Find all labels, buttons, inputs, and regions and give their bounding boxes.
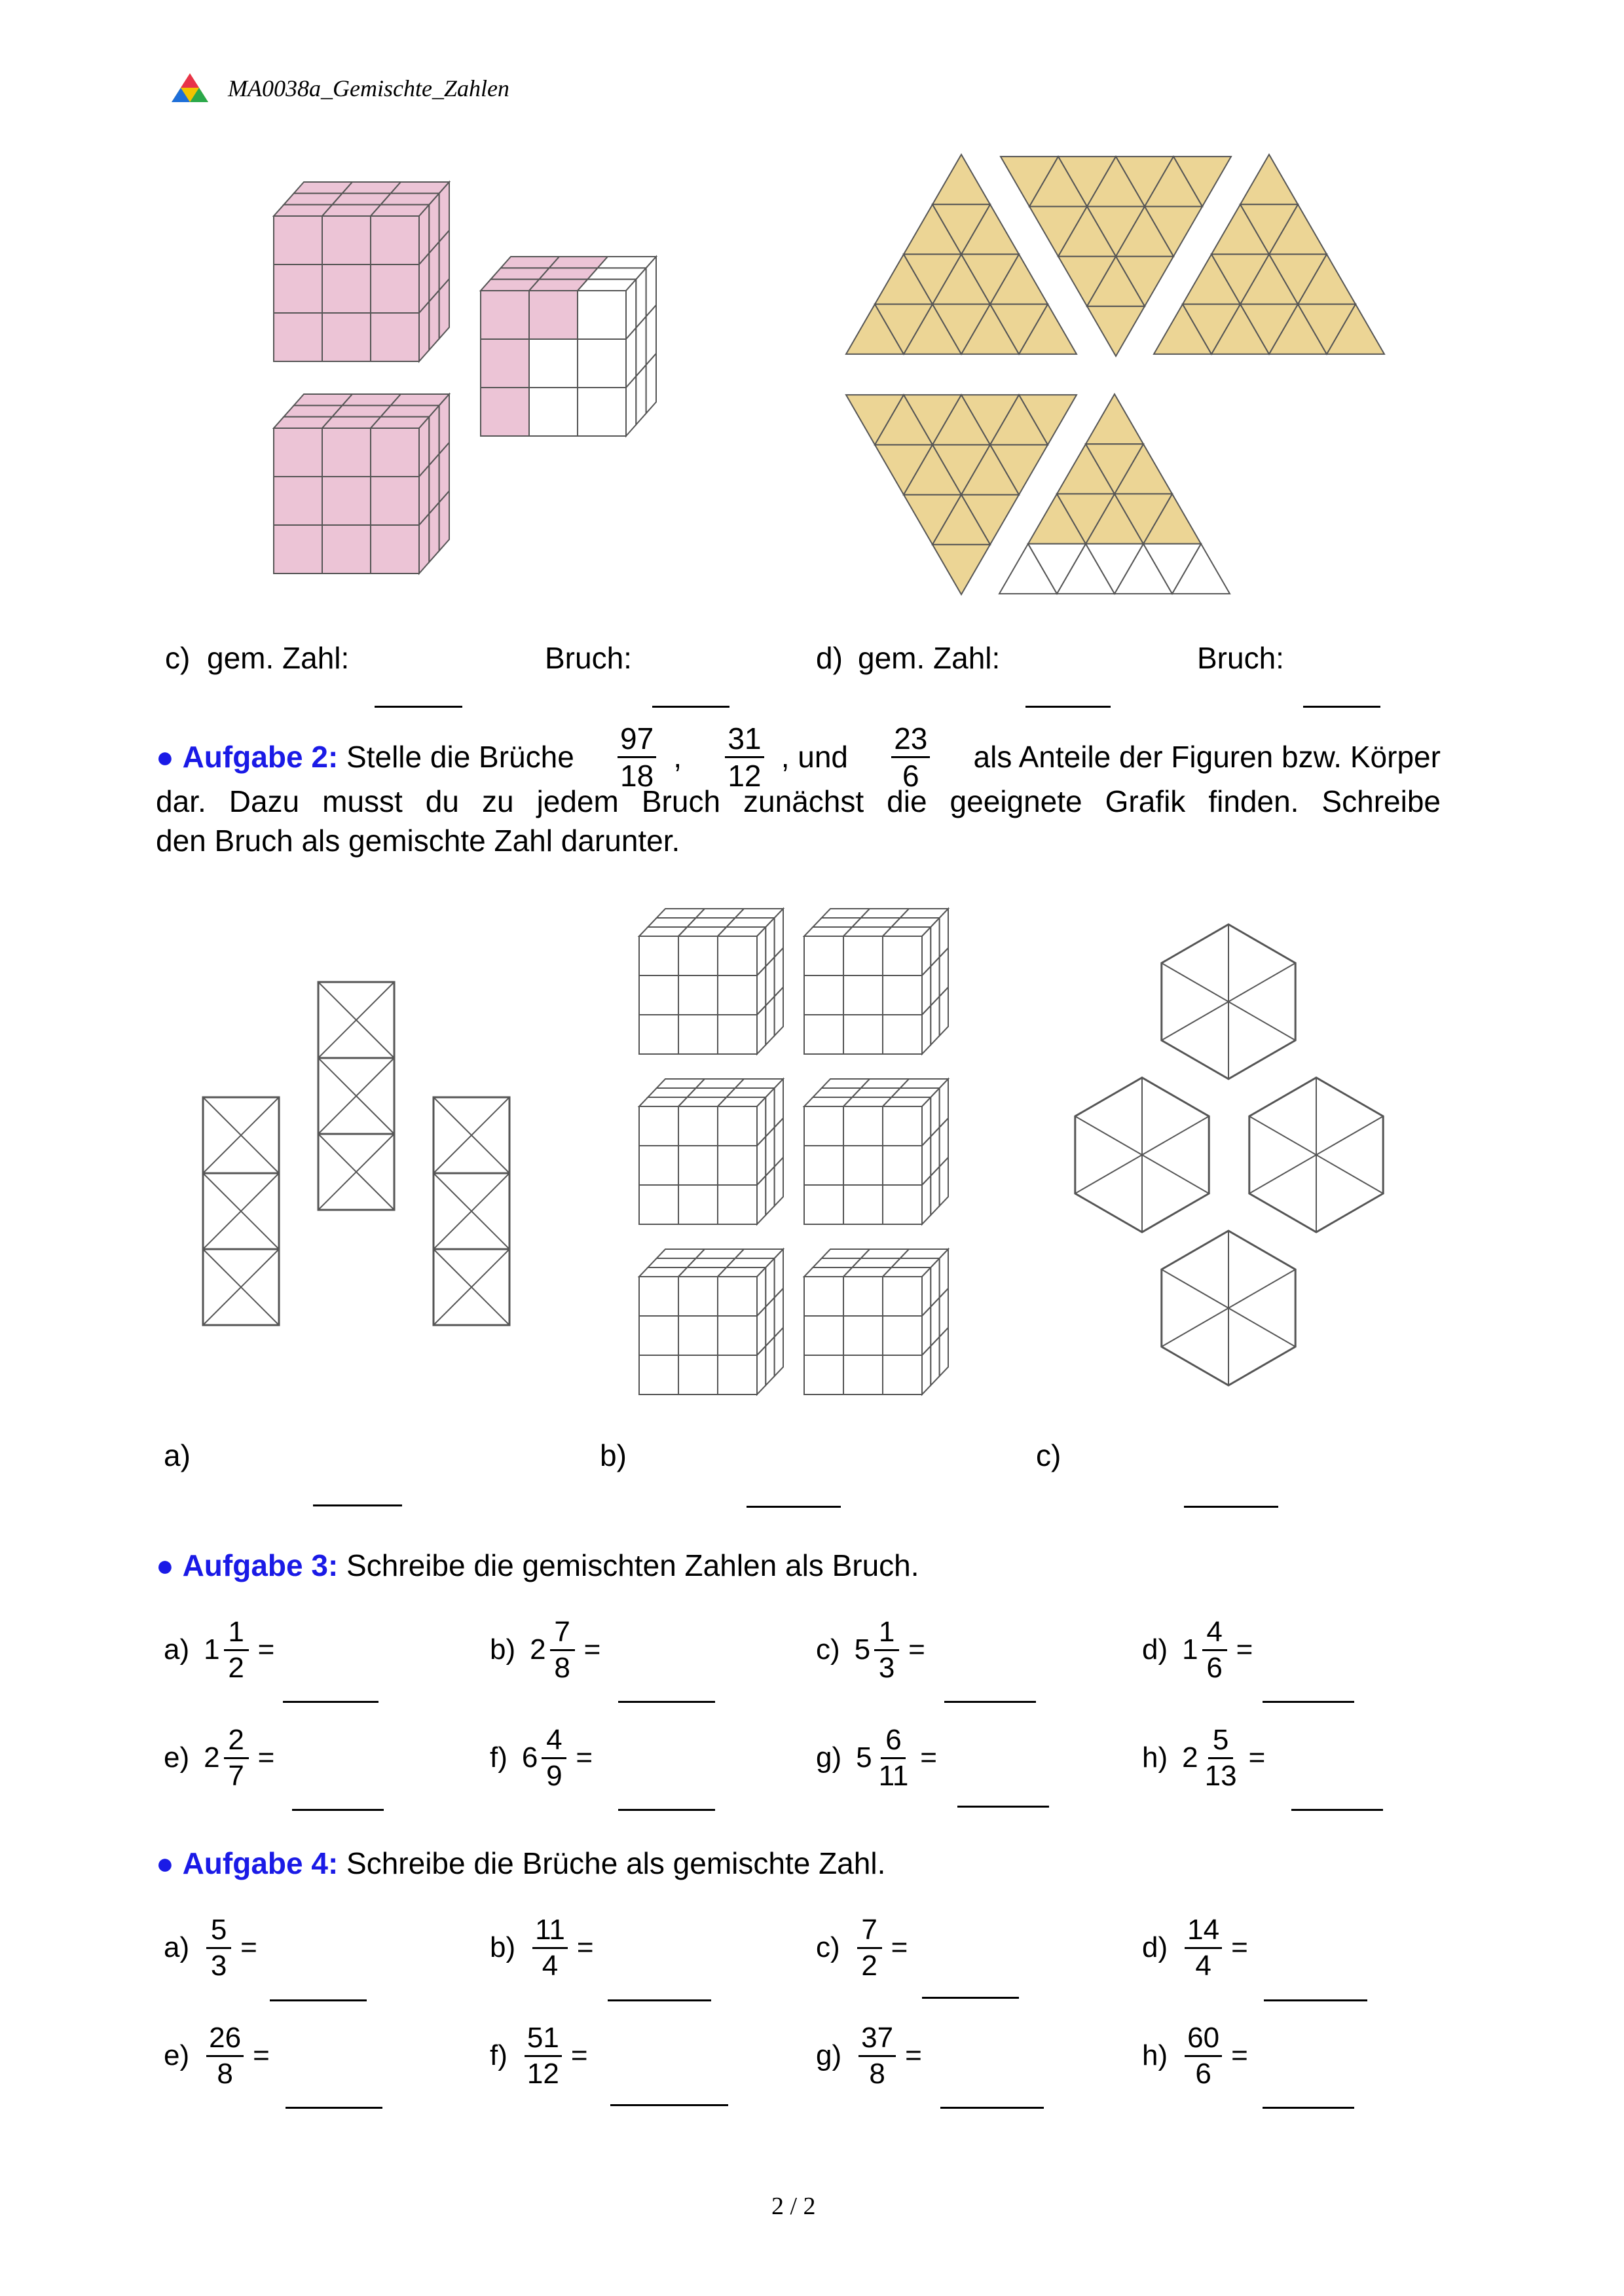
cube-front-cell — [639, 1185, 678, 1224]
denominator: 6 — [1195, 2057, 1211, 2090]
whole-number: 6 — [521, 1741, 538, 1774]
equals-sign: = — [1231, 2039, 1248, 2071]
numerator: 5 — [206, 1916, 231, 1949]
task2-fraction-3: $\frac{23}{6}$ — [891, 723, 930, 791]
task1-d-label: d) — [816, 641, 843, 675]
numerator: 5 — [1208, 1726, 1233, 1759]
task2-c-answer-line[interactable] — [1184, 1506, 1278, 1508]
cube-front-cell — [883, 1015, 922, 1054]
task3-item-d — [1142, 1607, 1253, 1692]
whole-number: 5 — [856, 1741, 872, 1774]
empty-cube-3 — [639, 1079, 783, 1224]
hexagon-4 — [1162, 1231, 1295, 1385]
item-label: d) — [1142, 1633, 1168, 1666]
item-label: a) — [164, 1931, 190, 1963]
whole-number: 1 — [204, 1633, 220, 1666]
numerator: 26 — [206, 2024, 244, 2057]
whole-number: 1 — [1182, 1633, 1198, 1666]
empty-cube-5 — [639, 1249, 783, 1394]
cube-front-cell — [883, 1146, 922, 1185]
cube-front-cell — [843, 1106, 883, 1146]
cube-front-cell — [678, 1355, 718, 1394]
numerator: 1 — [874, 1618, 899, 1651]
cube-front-cell — [843, 936, 883, 975]
cube-front-cell — [883, 936, 922, 975]
denominator: 6 — [1206, 1651, 1223, 1684]
rectangle-2-square-1 — [318, 982, 394, 1058]
task4-item-h — [1142, 2013, 1248, 2098]
equals-sign: = — [891, 1931, 908, 1963]
rectangle-1-square-2 — [203, 1173, 279, 1249]
item-label: h) — [1142, 1741, 1168, 1774]
cube-front-cell — [843, 1277, 883, 1316]
cube-front-cell — [718, 1106, 757, 1146]
equals-sign: = — [570, 2039, 588, 2071]
cube-front-cell — [678, 1106, 718, 1146]
cube-side-cell — [775, 1157, 783, 1206]
item-label: c) — [816, 1633, 840, 1666]
cube-front-cell — [843, 1015, 883, 1054]
fraction — [1202, 1723, 1240, 1792]
cube-front-cell — [678, 936, 718, 975]
task3-item-e — [164, 1715, 274, 1800]
bullet: ● — [156, 1548, 174, 1582]
equals-sign: = — [576, 1931, 594, 1963]
cube-front-cell — [804, 1015, 843, 1054]
numerator: 14 — [1185, 1916, 1222, 1949]
equals-sign: = — [583, 1633, 601, 1666]
cube-front-cell — [718, 1185, 757, 1224]
cube-front-cell — [804, 975, 843, 1015]
separator-und: , und — [781, 740, 848, 774]
equals-sign: = — [257, 1741, 275, 1774]
fraction — [550, 1615, 575, 1684]
equals-sign: = — [240, 1931, 257, 1963]
item-label: e) — [164, 2039, 190, 2071]
cube-side-cell — [766, 1337, 774, 1385]
whole-number: 5 — [854, 1633, 871, 1666]
cube-side-cell — [940, 1157, 948, 1206]
whole-number: 2 — [530, 1633, 546, 1666]
task4-answer-line-d[interactable] — [1264, 1999, 1367, 2001]
fraction — [858, 2021, 896, 2090]
denominator: 8 — [217, 2057, 233, 2090]
fraction — [1185, 2021, 1222, 2090]
page-number: 2 / 2 — [771, 2193, 816, 2220]
item-label: d) — [1142, 1931, 1168, 1963]
task3-answer-line-c[interactable] — [944, 1701, 1036, 1703]
task3-item-g — [816, 1715, 937, 1800]
task4-item-f — [490, 2013, 588, 2098]
cube-front-cell — [843, 1185, 883, 1224]
cube-side-cell — [766, 1167, 774, 1215]
fraction — [1185, 1913, 1222, 1982]
task2-text-after: als Anteile der Figuren bzw. Körper — [973, 740, 1441, 774]
cube-front-cell — [718, 1316, 757, 1355]
whole-number: 2 — [204, 1741, 220, 1774]
numerator: 7 — [857, 1916, 882, 1949]
task1-c-mixed-label: gem. Zahl: — [207, 641, 350, 675]
fraction — [224, 1615, 249, 1684]
cube-side-cell — [931, 1337, 939, 1385]
cube-front-cell — [639, 1316, 678, 1355]
hexagon-1 — [1162, 924, 1295, 1079]
numerator: 11 — [532, 1916, 568, 1949]
task3-item-a — [164, 1607, 274, 1692]
cube-front-cell — [718, 1277, 757, 1316]
cube-side-cell — [775, 1328, 783, 1376]
cube-side-cell — [931, 996, 939, 1045]
task2-line3: den Bruch als gemischte Zahl darunter. — [156, 824, 680, 858]
cube-front-cell — [639, 1277, 678, 1316]
cube-front-cell — [639, 1355, 678, 1394]
cube-front-cell — [718, 975, 757, 1015]
denominator: 3 — [878, 1651, 895, 1684]
denominator: 4 — [1195, 1949, 1211, 1982]
task2-title: Aufgabe 2: — [182, 740, 339, 774]
item-label: a) — [164, 1633, 190, 1666]
cube-side-cell — [757, 1006, 766, 1054]
task2-label-c: c) — [1036, 1438, 1061, 1472]
cube-front-cell — [639, 1015, 678, 1054]
denominator: 12 — [526, 2057, 559, 2090]
rectangle-1-square-1 — [203, 1097, 279, 1173]
task4-text: Schreibe die Brüche als gemischte Zahl. — [346, 1846, 886, 1880]
cube-front-cell — [804, 936, 843, 975]
cube-front-cell — [804, 1355, 843, 1394]
cube-side-cell — [766, 996, 774, 1045]
task3-answer-line-a[interactable] — [283, 1701, 378, 1703]
rectangle-2-square-3 — [318, 1134, 394, 1210]
equals-sign: = — [257, 1633, 275, 1666]
task4-answer-line-h[interactable] — [1263, 2107, 1354, 2109]
cube-front-cell — [883, 1106, 922, 1146]
cube-front-cell — [843, 1316, 883, 1355]
denominator: 2 — [228, 1651, 244, 1684]
task3-title: Aufgabe 3: — [182, 1548, 339, 1582]
equals-sign: = — [920, 1741, 937, 1774]
empty-cube-2 — [804, 909, 948, 1054]
cube-front-cell — [639, 975, 678, 1015]
cube-front-cell — [639, 1106, 678, 1146]
task4-answer-line-f[interactable] — [610, 2104, 728, 2106]
cube-side-cell — [922, 1176, 931, 1224]
task1-d-mixed-label: gem. Zahl: — [858, 641, 1001, 675]
fraction — [525, 2021, 562, 2090]
task3-item-f — [490, 1715, 593, 1800]
fraction — [224, 1723, 249, 1792]
fraction — [876, 1723, 912, 1792]
item-label: g) — [816, 1741, 842, 1774]
fraction — [874, 1615, 899, 1684]
hexagon-3 — [1249, 1078, 1383, 1232]
denominator: 9 — [546, 1759, 563, 1792]
denominator: 13 — [1204, 1759, 1237, 1792]
fraction — [206, 1913, 231, 1982]
cube-front-cell — [639, 1146, 678, 1185]
task3-answer-line-d[interactable] — [1263, 1701, 1354, 1703]
task4-item-e — [164, 2013, 270, 2098]
task3-item-c — [816, 1607, 925, 1692]
fraction — [857, 1913, 882, 1982]
item-label: e) — [164, 1741, 190, 1774]
task4-answer-line-e[interactable] — [286, 2107, 382, 2109]
denominator: 4 — [542, 1949, 559, 1982]
task2-text-before: Stelle die Brüche — [346, 740, 574, 774]
cube-side-cell — [931, 1167, 939, 1215]
task4-answer-line-c[interactable] — [922, 1997, 1019, 1999]
empty-cube-6 — [804, 1249, 948, 1394]
rectangle-1-square-3 — [203, 1249, 279, 1325]
task2-a-answer-line[interactable] — [313, 1504, 402, 1506]
cube-side-cell — [775, 987, 783, 1036]
equals-sign: = — [576, 1741, 593, 1774]
fraction — [1202, 1615, 1227, 1684]
item-label: b) — [490, 1633, 516, 1666]
fraction — [532, 1913, 568, 1982]
cube-front-cell — [639, 936, 678, 975]
cube-front-cell — [843, 1146, 883, 1185]
empty-cube-1 — [639, 909, 783, 1054]
cube-side-cell — [922, 1346, 931, 1394]
task3-heading — [156, 1550, 919, 1580]
item-label: b) — [490, 1931, 516, 1963]
item-label: f) — [490, 1741, 507, 1774]
numerator: 37 — [858, 2024, 896, 2057]
cube-front-cell — [804, 1185, 843, 1224]
numerator: 4 — [1202, 1618, 1227, 1651]
fraction — [542, 1723, 566, 1792]
numerator: 7 — [550, 1618, 575, 1651]
task4-answer-line-b[interactable] — [608, 1999, 711, 2001]
numerator: 6 — [881, 1726, 906, 1759]
cube-front-cell — [678, 1146, 718, 1185]
task4-answer-line-g[interactable] — [940, 2107, 1044, 2109]
rectangle-3-square-2 — [434, 1173, 509, 1249]
rectangle-2-square-2 — [318, 1058, 394, 1134]
cube-side-cell — [922, 1006, 931, 1054]
cube-front-cell — [718, 936, 757, 975]
task1-c-fraction-label: Bruch: — [545, 641, 632, 675]
cube-front-cell — [678, 1185, 718, 1224]
separator: , — [673, 740, 682, 774]
cube-front-cell — [718, 1015, 757, 1054]
equals-sign: = — [1236, 1633, 1253, 1666]
cube-front-cell — [678, 1316, 718, 1355]
cube-front-cell — [883, 1355, 922, 1394]
cube-side-cell — [757, 1176, 766, 1224]
cube-front-cell — [804, 1277, 843, 1316]
cube-front-cell — [804, 1146, 843, 1185]
equals-sign: = — [908, 1633, 925, 1666]
hexagon-2 — [1075, 1078, 1209, 1232]
denominator: 3 — [210, 1949, 227, 1982]
denominator: 7 — [228, 1759, 244, 1792]
cube-front-cell — [718, 1355, 757, 1394]
task4-item-c — [816, 1905, 908, 1990]
cube-front-cell — [883, 1316, 922, 1355]
task4-title: Aufgabe 4: — [182, 1846, 339, 1880]
cube-front-cell — [883, 1277, 922, 1316]
task4-heading — [156, 1848, 885, 1878]
cube-front-cell — [718, 1146, 757, 1185]
item-label: g) — [816, 2039, 842, 2071]
denominator: 11 — [878, 1759, 909, 1792]
rectangle-3-square-3 — [434, 1249, 509, 1325]
bullet: ● — [156, 1846, 174, 1880]
task2-fraction-1: $\frac{97}{18}$ — [618, 723, 656, 791]
item-label: f) — [490, 2039, 507, 2071]
numerator: 51 — [525, 2024, 562, 2057]
task3-text: Schreibe die gemischten Zahlen als Bruch. — [346, 1548, 919, 1582]
bullet: ● — [156, 740, 174, 774]
cube-front-cell — [804, 1316, 843, 1355]
rectangle-3-square-1 — [434, 1097, 509, 1173]
task3-item-b — [490, 1607, 600, 1692]
cube-side-cell — [940, 1328, 948, 1376]
equals-sign: = — [1248, 1741, 1266, 1774]
cube-front-cell — [678, 1015, 718, 1054]
fraction — [206, 2021, 244, 2090]
numerator: 2 — [224, 1726, 249, 1759]
cube-front-cell — [883, 975, 922, 1015]
denominator: 8 — [554, 1651, 570, 1684]
numerator: 60 — [1185, 2024, 1222, 2057]
denominator: 2 — [861, 1949, 877, 1982]
task4-item-a — [164, 1905, 257, 1990]
item-label: c) — [816, 1931, 840, 1963]
task4-item-g — [816, 2013, 922, 2098]
task2-label-a: a) — [164, 1438, 191, 1472]
equals-sign: = — [905, 2039, 922, 2071]
task2-fraction-2: $\frac{31}{12}$ — [725, 723, 764, 791]
task1-d-fraction-label: Bruch: — [1197, 641, 1284, 675]
cube-side-cell — [940, 987, 948, 1036]
numerator: 4 — [542, 1726, 566, 1759]
cube-front-cell — [804, 1106, 843, 1146]
task3-answer-line-h[interactable] — [1291, 1809, 1383, 1811]
equals-sign: = — [1231, 1931, 1248, 1963]
task4-item-b — [490, 1905, 594, 1990]
denominator: 8 — [869, 2057, 885, 2090]
task3-answer-line-g[interactable] — [957, 1806, 1049, 1808]
task2-b-answer-line[interactable] — [747, 1506, 841, 1508]
equals-sign: = — [253, 2039, 270, 2071]
whole-number: 2 — [1182, 1741, 1198, 1774]
document-title: MA0038a_Gemischte_Zahlen — [228, 75, 509, 101]
numerator: 1 — [224, 1618, 249, 1651]
cube-front-cell — [678, 1277, 718, 1316]
cube-front-cell — [678, 975, 718, 1015]
item-label: h) — [1142, 2039, 1168, 2071]
task3-item-h — [1142, 1715, 1265, 1800]
cube-front-cell — [883, 1185, 922, 1224]
empty-cube-4 — [804, 1079, 948, 1224]
task3-answer-line-e[interactable] — [292, 1809, 384, 1811]
task4-item-d — [1142, 1905, 1248, 1990]
task1-c-label: c) — [165, 641, 191, 675]
task3-answer-line-f[interactable] — [618, 1809, 715, 1811]
cube-front-cell — [843, 975, 883, 1015]
task4-answer-line-a[interactable] — [270, 1999, 367, 2001]
task2-label-b: b) — [600, 1438, 627, 1472]
cube-front-cell — [843, 1355, 883, 1394]
task3-answer-line-b[interactable] — [618, 1701, 715, 1703]
task2-line2-text: dar. Dazu musst du zu jedem Bruch zunächst die geeignete Grafik finden. Schreibe — [156, 784, 1441, 818]
cube-side-cell — [757, 1346, 766, 1394]
